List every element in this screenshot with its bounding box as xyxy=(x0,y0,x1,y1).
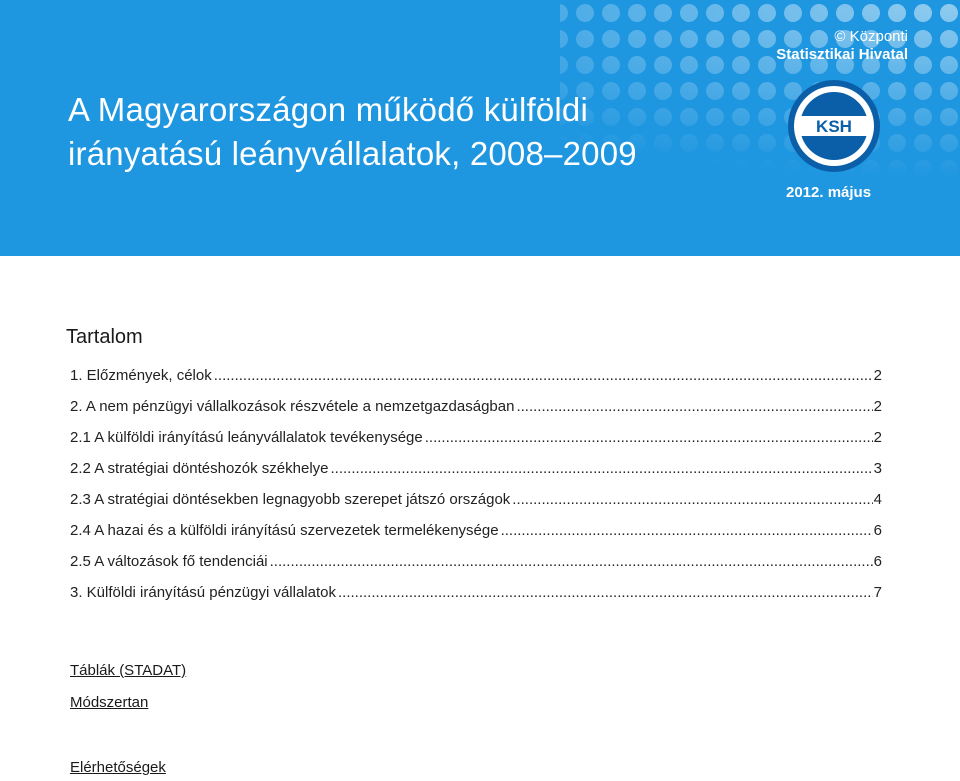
page-title xyxy=(68,88,748,176)
toc-entry-page: 7 xyxy=(873,584,882,601)
title-line-2: irányatású leányvállalatok, 2008–2009 xyxy=(68,135,637,172)
toc-entry[interactable] xyxy=(70,522,882,553)
toc-entry-page: 2 xyxy=(873,367,882,384)
org-line-2: Statisztikai Hivatal xyxy=(776,46,908,63)
availability-link[interactable]: Elérhetőségek xyxy=(70,759,166,776)
toc-entry-label[interactable]: 2. A nem pénzügyi vállalkozások részvétele a nemzetgazdaságban xyxy=(70,398,515,415)
toc-entry[interactable] xyxy=(70,553,882,584)
toc-entry-label[interactable]: 2.3 A stratégiai döntésekben legnagyobb szerepet játszó országok xyxy=(70,491,511,508)
methodology-link[interactable]: Módszertan xyxy=(70,694,149,711)
tables-stadat-link[interactable]: Táblák (STADAT) xyxy=(70,662,187,679)
header-banner xyxy=(0,0,960,256)
toc-dot-leader xyxy=(501,522,873,539)
logo-text: KSH xyxy=(816,117,852,136)
toc-dot-leader xyxy=(331,460,873,477)
toc-entry-page: 4 xyxy=(873,491,882,508)
toc-entry-label[interactable]: 2.1 A külföldi irányítású leányvállalatok tevékenysége xyxy=(70,429,423,446)
org-line-1: © Központi xyxy=(834,28,908,45)
toc-dot-leader xyxy=(214,367,873,384)
toc-entry[interactable] xyxy=(70,367,882,398)
toc-entry-page: 2 xyxy=(873,429,882,446)
toc-entry-label[interactable]: 2.4 A hazai és a külföldi irányítású szervezetek termelékenysége xyxy=(70,522,499,539)
toc-entry[interactable] xyxy=(70,429,882,460)
toc-entry[interactable] xyxy=(70,584,882,615)
toc-heading: Tartalom xyxy=(66,326,143,348)
toc-entry-page: 3 xyxy=(873,460,882,477)
toc-entry-label[interactable]: 1. Előzmények, célok xyxy=(70,367,212,384)
table-of-contents xyxy=(70,367,882,615)
toc-dot-leader xyxy=(425,429,873,446)
toc-entry-page: 6 xyxy=(873,522,882,539)
toc-entry-label[interactable]: 3. Külföldi irányítású pénzügyi vállalatok xyxy=(70,584,336,601)
organization-name xyxy=(708,28,908,64)
toc-dot-leader xyxy=(512,491,872,508)
toc-dot-leader xyxy=(270,553,873,570)
publication-date: 2012. május xyxy=(786,184,872,201)
toc-entry[interactable] xyxy=(70,491,882,522)
toc-dot-leader xyxy=(338,584,873,601)
title-line-1: A Magyarországon működő külföldi xyxy=(68,91,589,128)
toc-entry[interactable] xyxy=(70,398,882,429)
toc-entry-label[interactable]: 2.5 A változások fő tendenciái xyxy=(70,553,268,570)
toc-dot-leader xyxy=(516,398,872,415)
toc-entry-page: 2 xyxy=(873,398,882,415)
toc-entry[interactable] xyxy=(70,460,882,491)
ksh-logo xyxy=(786,78,882,174)
toc-entry-page: 6 xyxy=(873,553,882,570)
toc-entry-label[interactable]: 2.2 A stratégiai döntéshozók székhelye xyxy=(70,460,329,477)
